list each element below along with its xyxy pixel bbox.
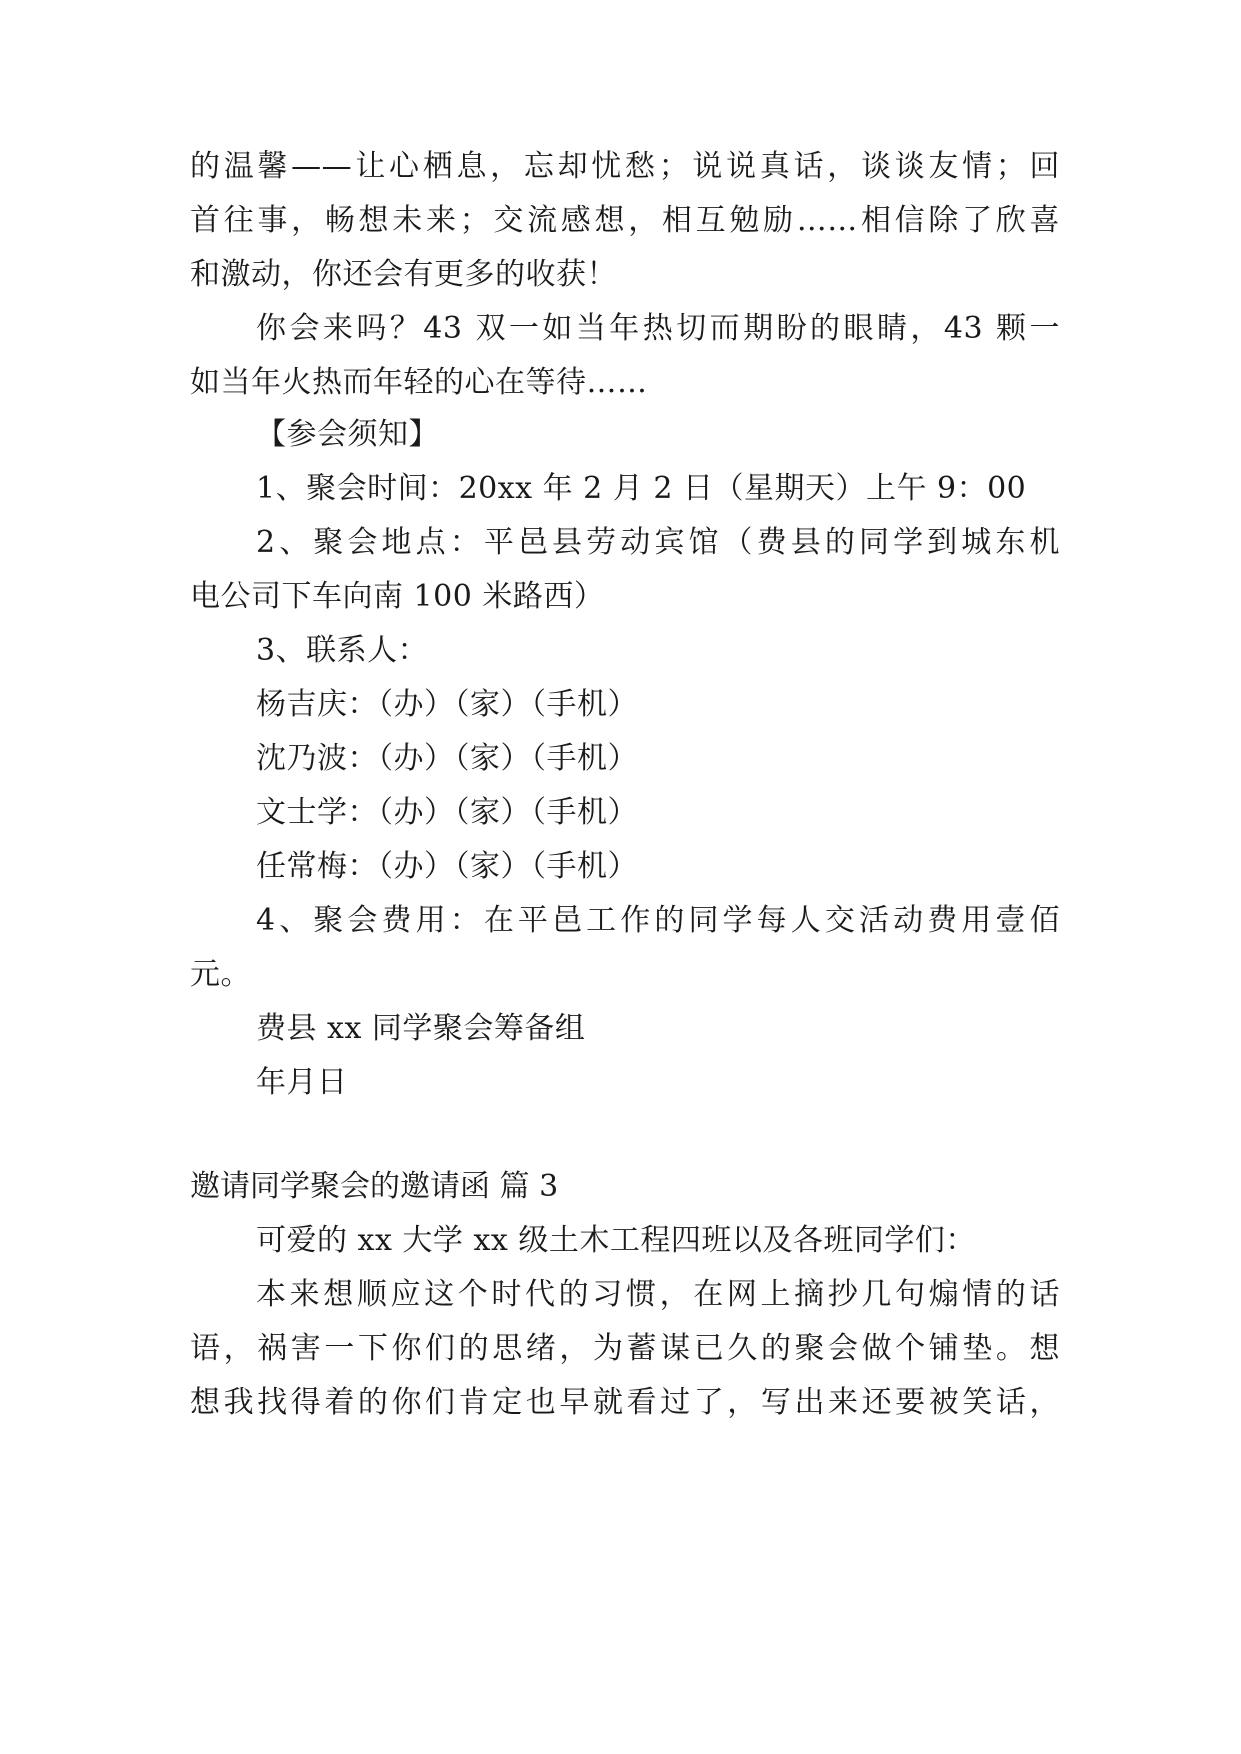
contact-item: 任常梅：（办）（家）（手机）: [256, 849, 638, 884]
meeting-fee: 4、聚会费用：在平邑工作的同学每人交活动费用壹佰: [256, 903, 1060, 938]
paragraph-line: 想我找得着的你们肯定也早就看过了，写出来还要被笑话，: [190, 1385, 1060, 1420]
contact-item: 杨吉庆：（办）（家）（手机）: [256, 687, 638, 722]
paragraph-line: 和激动，你还会有更多的收获！: [190, 257, 617, 292]
meeting-location: 2、聚会地点：平邑县劳动宾馆（费县的同学到城东机: [256, 525, 1060, 560]
contact-item: 沈乃波：（办）（家）（手机）: [256, 741, 638, 776]
paragraph-line: 如当年火热而年轻的心在等待……: [190, 365, 648, 400]
contact-item: 文士学：（办）（家）（手机）: [256, 795, 638, 830]
section-heading: 【参会须知】: [256, 417, 439, 452]
salutation: 可爱的 xx 大学 xx 级土木工程四班以及各班同学们：: [256, 1223, 976, 1258]
signature-date: 年月日: [256, 1065, 348, 1100]
paragraph-line: 本来想顺应这个时代的习惯，在网上摘抄几句煽情的话: [256, 1277, 1060, 1312]
section-title: 邀请同学聚会的邀请函 篇 3: [190, 1169, 559, 1204]
paragraph-line: 的温馨——让心栖息，忘却忧愁；说说真话，谈谈友情；回: [190, 149, 1060, 184]
meeting-time: 1、聚会时间：20xx 年 2 月 2 日（星期天）上午 9：00: [256, 471, 1027, 506]
organizer-signature: 费县 xx 同学聚会筹备组: [256, 1011, 586, 1046]
paragraph-line: 首往事，畅想未来；交流感想，相互勉励……相信除了欣喜: [190, 203, 1060, 238]
paragraph-line: 电公司下车向南 100 米路西）: [190, 579, 605, 614]
contacts-label: 3、联系人：: [256, 633, 429, 668]
paragraph-line: 你会来吗？43 双一如当年热切而期盼的眼睛，43 颗一: [256, 311, 1060, 346]
paragraph-line: 语，祸害一下你们的思绪，为蓄谋已久的聚会做个铺垫。想: [190, 1331, 1060, 1366]
paragraph-line: 元。: [190, 957, 251, 992]
